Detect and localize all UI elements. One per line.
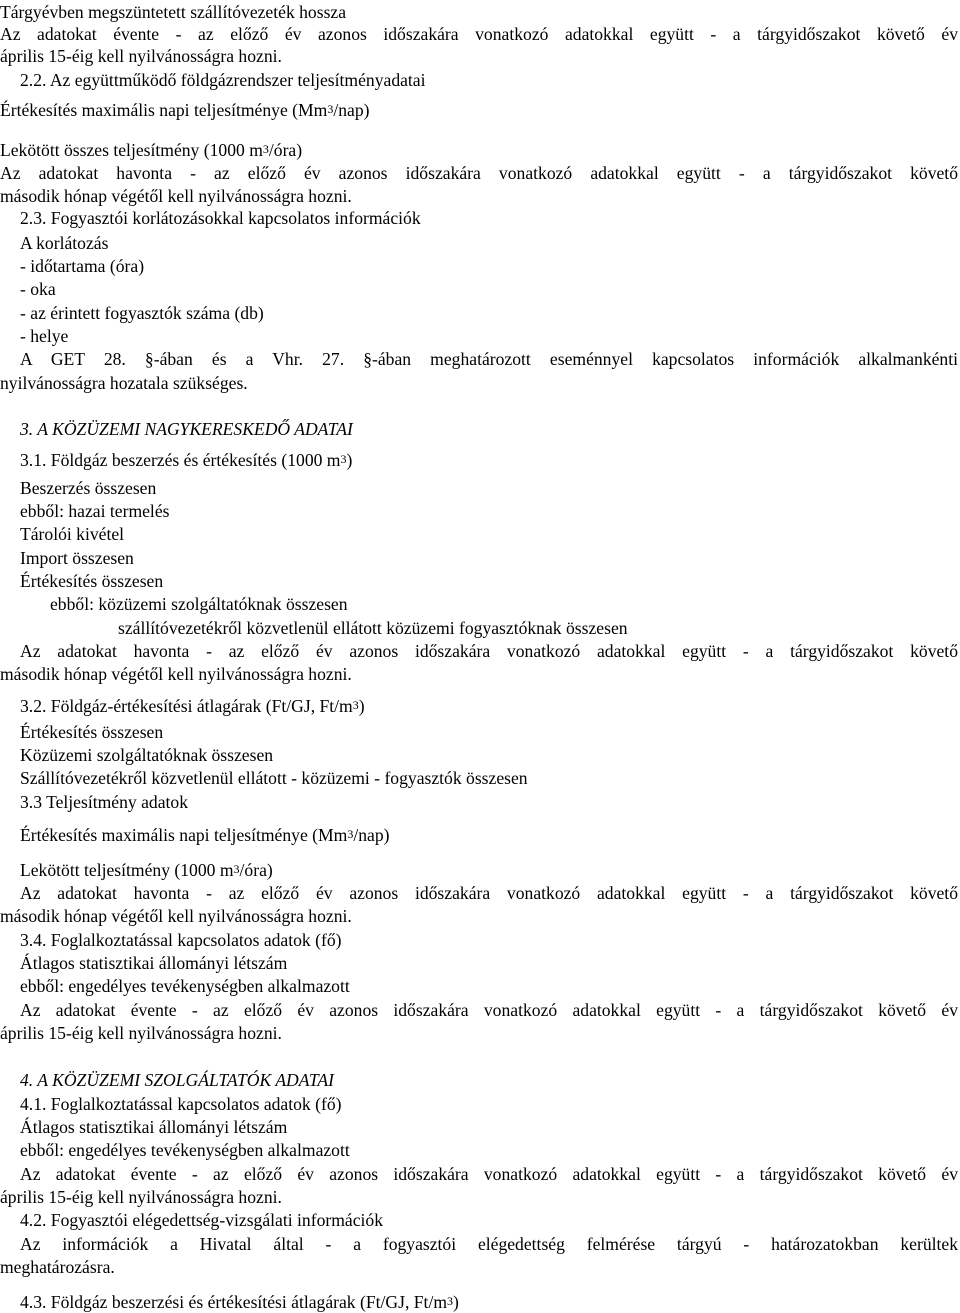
text-line: Szállítóvezetékről közvetlenül ellátott - közüzemi - fogyasztók összesen <box>20 768 528 788</box>
text-line <box>20 1292 958 1312</box>
text-segment: /óra) <box>239 860 273 880</box>
text-line: második hónap végétől kell nyilvánosságra hozni. <box>0 906 352 926</box>
text-line: szállítóvezetékről közvetlenül ellátott közüzemi fogyasztóknak összesen <box>118 618 628 638</box>
text-line: Értékesítés összesen <box>20 571 164 591</box>
text-line <box>20 860 958 880</box>
text-line <box>20 696 958 716</box>
text-line: 3.4. Foglalkoztatással kapcsolatos adatok (fő) <box>20 930 342 950</box>
text-line: Az adatokat havonta - az előző év azonos időszakára vonatkozó adatokkal együtt - a tárgyidőszakot követő <box>0 163 958 183</box>
text-segment: Értékesítés maximális napi teljesítménye (Mm <box>0 100 328 120</box>
text-line: 4.2. Fogyasztói elégedettség-vizsgálati információk <box>20 1210 384 1230</box>
text-line: Az adatokat havonta - az előző év azonos időszakára vonatkozó adatokkal együtt - a tárgyidőszakot követő <box>20 883 958 903</box>
superscript: 3 <box>447 1294 454 1308</box>
text-line: 4.1. Foglalkoztatással kapcsolatos adatok (fő) <box>20 1094 342 1114</box>
text-line: 2.2. Az együttműködő földgázrendszer teljesítményadatai <box>20 70 426 90</box>
text-line: - helye <box>20 326 69 346</box>
text-line: ebből: közüzemi szolgáltatóknak összesen <box>50 594 348 614</box>
text-line: Import összesen <box>20 548 134 568</box>
text-line: április 15-éig kell nyilvánosságra hozni. <box>0 46 282 66</box>
text-segment: /nap) <box>353 825 390 845</box>
text-segment: ) <box>346 450 353 470</box>
text-line: Tárolói kivétel <box>20 524 125 544</box>
superscript: 3 <box>340 452 347 466</box>
text-segment: ) <box>453 1292 459 1312</box>
text-line: Az információk a Hivatal által - a fogyasztói elégedettség felmérése tárgyú - határozatokban kerültek <box>20 1234 958 1254</box>
text-line: Értékesítés összesen <box>20 722 164 742</box>
text-line: Az adatokat havonta - az előző év azonos időszakára vonatkozó adatokkal együtt - a tárgyidőszakot követő <box>20 641 958 661</box>
text-line <box>20 450 958 470</box>
text-line: április 15-éig kell nyilvánosságra hozni. <box>0 1187 282 1207</box>
text-line: ebből: engedélyes tevékenységben alkalmazott <box>20 1140 350 1160</box>
text-line: ebből: engedélyes tevékenységben alkalmazott <box>20 976 350 996</box>
text-line: Beszerzés összesen <box>20 478 157 498</box>
text-segment: Lekötött összes teljesítmény (1000 m <box>0 140 263 160</box>
text-line: A GET 28. §-ában és a Vhr. 27. §-ában meghatározott eseménnyel kapcsolatos információk alkalmankénti <box>20 349 958 369</box>
text-line: Átlagos statisztikai állományi létszám <box>20 953 288 973</box>
text-line: - oka <box>20 279 56 299</box>
text-line: meghatározásra. <box>0 1257 115 1277</box>
text-segment: /óra) <box>268 140 303 160</box>
superscript: 3 <box>352 698 359 712</box>
text-segment: 3.2. Földgáz-értékesítési átlagárak (Ft/GJ, Ft/m <box>20 696 353 716</box>
superscript: 3 <box>262 142 269 156</box>
text-line: április 15-éig kell nyilvánosságra hozni. <box>0 1023 282 1043</box>
text-line: - az érintett fogyasztók száma (db) <box>20 303 264 323</box>
text-line: második hónap végétől kell nyilvánosságra hozni. <box>0 664 352 684</box>
text-line <box>0 100 958 120</box>
text-line: Közüzemi szolgáltatóknak összesen <box>20 745 274 765</box>
text-line: Az adatokat évente - az előző év azonos időszakára vonatkozó adatokkal együtt - a tárgyidőszakot követő év <box>20 1000 958 1020</box>
text-line <box>0 140 958 160</box>
text-segment: ) <box>358 696 365 716</box>
text-line: nyilvánosságra hozatala szükséges. <box>0 373 248 393</box>
text-segment: /nap) <box>333 100 370 120</box>
superscript: 3 <box>233 862 240 876</box>
text-line: 2.3. Fogyasztói korlátozásokkal kapcsolatos információk <box>20 208 421 228</box>
text-line: második hónap végétől kell nyilvánosságra hozni. <box>0 186 352 206</box>
text-line: Átlagos statisztikai állományi létszám <box>20 1117 288 1137</box>
text-line <box>20 825 958 845</box>
superscript: 3 <box>327 102 334 116</box>
text-segment: Lekötött teljesítmény (1000 m <box>20 860 234 880</box>
text-line: 3.3 Teljesítmény adatok <box>20 792 188 812</box>
text-line: Az adatokat évente - az előző év azonos időszakára vonatkozó adatokkal együtt - a tárgyidőszakot követő év <box>20 1164 958 1184</box>
text-line: Az adatokat évente - az előző év azonos időszakára vonatkozó adatokkal együtt - a tárgyidőszakot követő év <box>0 24 958 44</box>
text-line: ebből: hazai termelés <box>20 501 170 521</box>
text-line: A korlátozás <box>20 233 109 253</box>
section-heading: 3. A KÖZÜZEMI NAGYKERESKEDŐ ADATAI <box>20 419 353 439</box>
text-segment: 4.3. Földgáz beszerzési és értékesítési átlagárak (Ft/GJ, Ft/m <box>20 1292 448 1312</box>
text-line: - időtartama (óra) <box>20 256 145 276</box>
text-segment: Értékesítés maximális napi teljesítménye (Mm <box>20 825 348 845</box>
superscript: 3 <box>347 827 354 841</box>
section-heading: 4. A KÖZÜZEMI SZOLGÁLTATÓK ADATAI <box>20 1070 334 1090</box>
text-segment: 3.1. Földgáz beszerzés és értékesítés (1000 m <box>20 450 341 470</box>
text-line: Tárgyévben megszüntetett szállítóvezeték hossza <box>0 2 347 22</box>
